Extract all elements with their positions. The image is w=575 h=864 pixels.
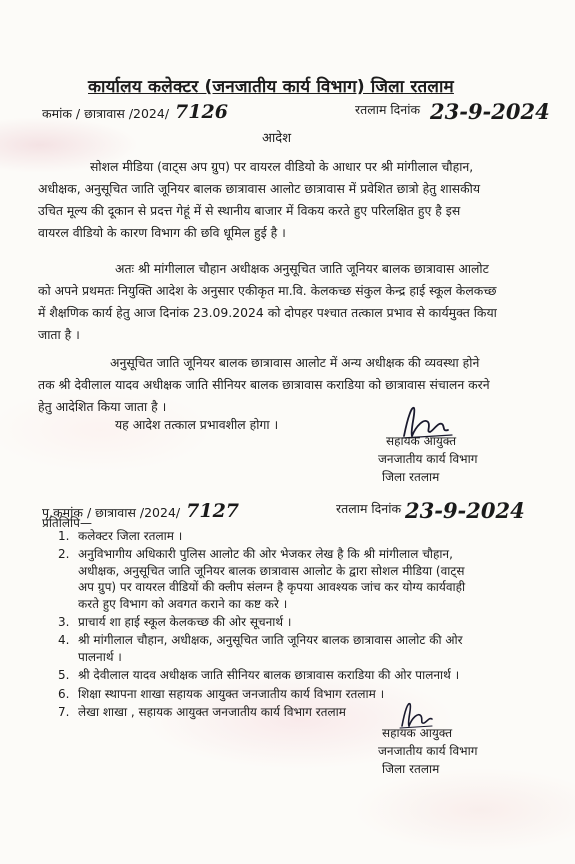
copy-date-handwritten: 23-9-2024 (405, 498, 525, 523)
para1-line: अधीक्षक, अनुसूचित जाति जूनियर बालक छात्रावास आलोट छात्रावास में प्रवेशित छात्रो हेतु शासकीय (38, 181, 481, 196)
list-item (58, 667, 465, 683)
list-item-text: शिक्षा स्थापना शाखा सहायक आयुक्त जनजातीय कार्य विभाग रतलाम । (78, 686, 385, 701)
para1-line: वायरल वीडियो के कारण विभाग की छवि धूमिल हुई है । (38, 225, 286, 240)
copy-reference-prefix: पृ.कमांक / छात्रावास /2024/ (42, 505, 181, 520)
list-item (58, 546, 465, 612)
list-item-text: श्री मांगीलाल चौहान, अधीक्षक, अनुसूचित जाति जूनियर बालक छात्रावास आलोट की ओर (78, 633, 463, 648)
list-item-text: प्राचार्य शा हाई स्कूल केलकच्छ की ओर सूचनार्थ । (78, 615, 292, 630)
signature-district: जिला रतलाम (382, 470, 440, 484)
copy-place-date (336, 500, 401, 517)
list-item-number: 7. (58, 705, 70, 720)
para3-line: हेतु आदेशित किया जाता है । (38, 399, 167, 414)
para3-line: तक श्री देवीलाल यादव अधीक्षक जाति सीनियर बालक छात्रावास कराडिया को छात्रावास संचालन करने (38, 377, 490, 392)
para3-line: अनुसूचित जाति जूनियर बालक छात्रावास आलोट में अन्य अधीक्षक की व्यवस्था होने (110, 355, 480, 370)
signature-designation: सहायक आयुक्त (386, 434, 457, 448)
signature-district: जिला रतलाम (382, 762, 440, 776)
para2-line: जाता है । (38, 327, 80, 342)
list-item-text: अप ग्रुप) पर वायरल वीडियों की क्लीप संलग्न है कृपया आवश्यक जांच कर योग्य कार्यवाही (78, 580, 466, 595)
signature-designation: सहायक आयुक्त (382, 726, 453, 740)
list-item-text: अनुविभागीय अधिकारी पुलिस आलोट की ओर भेजकर लेख है कि श्री मांगीलाल चौहान, (78, 547, 453, 562)
copy-recipient-list (58, 528, 465, 722)
copy-signature-block (378, 724, 477, 778)
para1-line: उचित मूल्य की दूकान से प्रदत्त गेहूं में से स्थानीय बाजार में विकय करते हुए परिलक्षित हुए है इस (38, 203, 461, 218)
list-item-text: कलेक्टर जिला रतलाम । (78, 529, 183, 543)
order-paragraph-2 (38, 258, 497, 346)
list-item (58, 632, 465, 665)
copy-number-handwritten: 7127 (186, 500, 240, 522)
para2-line: को अपने प्रथमतः नियुक्ति आदेश के अनुसार एकीकृत मा.वि. केलकच्छ संकुल केन्द्र हाई स्कूल केलकच्छ (38, 283, 497, 298)
order-date-label: रतलाम दिनांक (355, 102, 421, 117)
order-date-handwritten: 23-9-2024 (430, 99, 550, 124)
list-item-number: 2. (58, 547, 70, 562)
para2-line: में शैक्षणिक कार्य हेतु आज दिनांक 23.09.2024 को दोपहर पश्चात तत्काल प्रभाव से कार्यमुक्त किया (38, 305, 497, 320)
order-heading: आदेश (262, 131, 292, 146)
list-item-number: 6. (58, 686, 70, 701)
order-signature-block (378, 432, 477, 486)
list-item-number: 3. (58, 615, 70, 630)
signature-department: जनजातीय कार्य विभाग (378, 744, 478, 758)
list-item-number: 5. (58, 668, 70, 683)
list-item-text: पालनार्थ । (78, 649, 122, 664)
list-item-text: अधीक्षक, अनुसूचित जाति जूनियर बालक छात्रावास आलोट के द्वारा सोशल मीडिया (वाट्स (78, 563, 465, 578)
list-item-text: लेखा शाखा , सहायक आयुक्त जनजातीय कार्य विभाग रतलाम (78, 705, 346, 720)
para1-line: सोशल मीडिया (वाट्स अप ग्रुप) पर वायरल वीडियो के आधार पर श्री मांगीलाल चौहान, (90, 159, 474, 174)
list-item (58, 614, 465, 630)
office-title: कार्यालय कलेक्टर (जनजातीय कार्य विभाग) जिला रतलाम (88, 77, 454, 97)
order-paragraph-1 (38, 156, 481, 244)
list-item-number: 4. (58, 633, 70, 648)
order-paragraph-4 (115, 414, 278, 436)
para2-line: अतः श्री मांगीलाल चौहान अधीक्षक अनुसूचित जाति जूनियर बालक छात्रावास आलोट (115, 261, 489, 276)
order-reference-prefix: कमांक / छात्रावास /2024/ (42, 106, 170, 121)
signature-department: जनजातीय कार्य विभाग (378, 452, 478, 466)
copy-label: प्रतिलिपि— (42, 516, 92, 530)
list-item-number: 1. (58, 529, 70, 543)
list-item-text: करते हुए विभाग को अवगत कराने का कष्ट करे । (78, 596, 288, 611)
list-item-text: श्री देवीलाल यादव अधीक्षक जाति सीनियर बालक छात्रावास कराडिया की ओर पालनार्थ । (78, 668, 460, 683)
order-number-handwritten: 7126 (175, 101, 228, 123)
copy-date-label: रतलाम दिनांक (336, 501, 402, 516)
para4-line: यह आदेश तत्काल प्रभावशील होगा । (115, 417, 279, 432)
order-place-date (355, 101, 420, 118)
order-reference (42, 101, 228, 123)
list-item (58, 528, 465, 544)
